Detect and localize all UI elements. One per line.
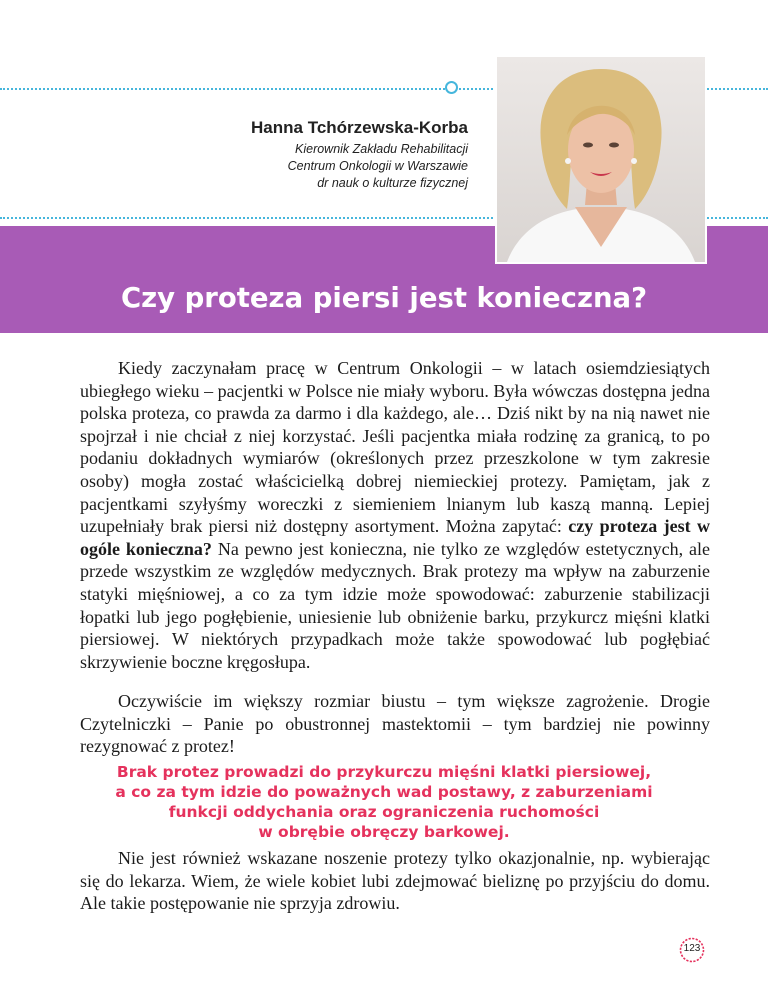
author-photo bbox=[495, 55, 707, 264]
author-portrait-illustration bbox=[497, 57, 705, 262]
quote-line: Brak protez prowadzi do przykurczu mięśni klatki piersiowej, bbox=[116, 763, 652, 781]
article-title: Czy proteza piersi jest konieczna? bbox=[120, 282, 648, 314]
quote-line: a co za tym idzie do poważnych wad postawy, z zaburzeniami bbox=[115, 783, 653, 801]
rule-circle-ornament bbox=[445, 81, 458, 94]
author-credentials bbox=[288, 141, 468, 192]
paragraph-text: Kiedy zaczynałam pracę w Centrum Onkologii – w latach osiemdziesiątych ubiegłego wieku – pacjentki w Polsce nie miały wyboru. Była wówczas dostępna jedna polska proteza, co prawda za darmo i dla każdego, ale… Dziś nikt by na nią nawet nie spojrzał i nie chciał z niej korzystać. Jeśli pacjentka miała rodzinę za granicą, to po podaniu dokładnych wymiarów (określonych przez przeszkolone w tym zakresie osoby) mogła zostać właścicielką dobrej niemieckiej protezy. Pamiętam, jak z pacjentkami szyłyśmy woreczki z siemieniem lnianym lub kaszą manną. Lepiej uzupełniały brak piersi niż dostępny asortyment. Można zapytać: bbox=[80, 358, 710, 537]
paragraph-text: Oczywiście im większy rozmiar biustu – tym większe zagrożenie. Drogie Czytelniczki – Panie po obustronnej mastektomii – tym bardziej nie powinny rezygnować z protez! bbox=[80, 691, 710, 757]
body-paragraph-2 bbox=[80, 690, 710, 758]
author-role-line: dr nauk o kulturze fizycznej bbox=[317, 176, 468, 190]
page-number-badge bbox=[679, 937, 705, 963]
highlight-quote bbox=[100, 762, 668, 842]
quote-line: w obrębie obręczy barkowej. bbox=[258, 823, 510, 841]
quote-line: funkcji oddychania oraz ograniczenia ruchomości bbox=[168, 803, 600, 821]
paragraph-text: Na pewno jest konieczna, nie tylko ze względów estetycznych, ale przede wszystkim ze względów medycznych. Brak protezy ma wpływ na zaburzenie statyki mięśniowej, a co za tym idzie może spowodować: zaburzenie stabilizacji łopatki lub jego pogłębienie, uniesienie lub obniżenie barku, przykurcz mięśni klatki piersiowej. W niektórych przypadkach może także spowodować lub pogłębiać skrzywienie boczne kręgosłupa. bbox=[80, 538, 710, 672]
page-number: 123 bbox=[683, 943, 701, 954]
author-name: Hanna Tchórzewska-Korba bbox=[251, 118, 468, 137]
body-paragraph-1 bbox=[80, 357, 710, 673]
bold-question: czy proteza jest w ogóle konieczna? bbox=[80, 516, 711, 559]
author-role-line: Kierownik Zakładu Rehabilitacji bbox=[295, 142, 468, 156]
paragraph-text: Nie jest również wskazane noszenie protezy tylko okazjonalnie, np. wybierając się do lekarza. Wiem, że wiele kobiet lubi zdejmować bieliznę po przyjściu do domu. Ale takie postępowanie nie sprzyja zdrowiu. bbox=[80, 848, 710, 914]
author-role-line: Centrum Onkologii w Warszawie bbox=[287, 159, 468, 173]
body-paragraph-3 bbox=[80, 847, 710, 915]
